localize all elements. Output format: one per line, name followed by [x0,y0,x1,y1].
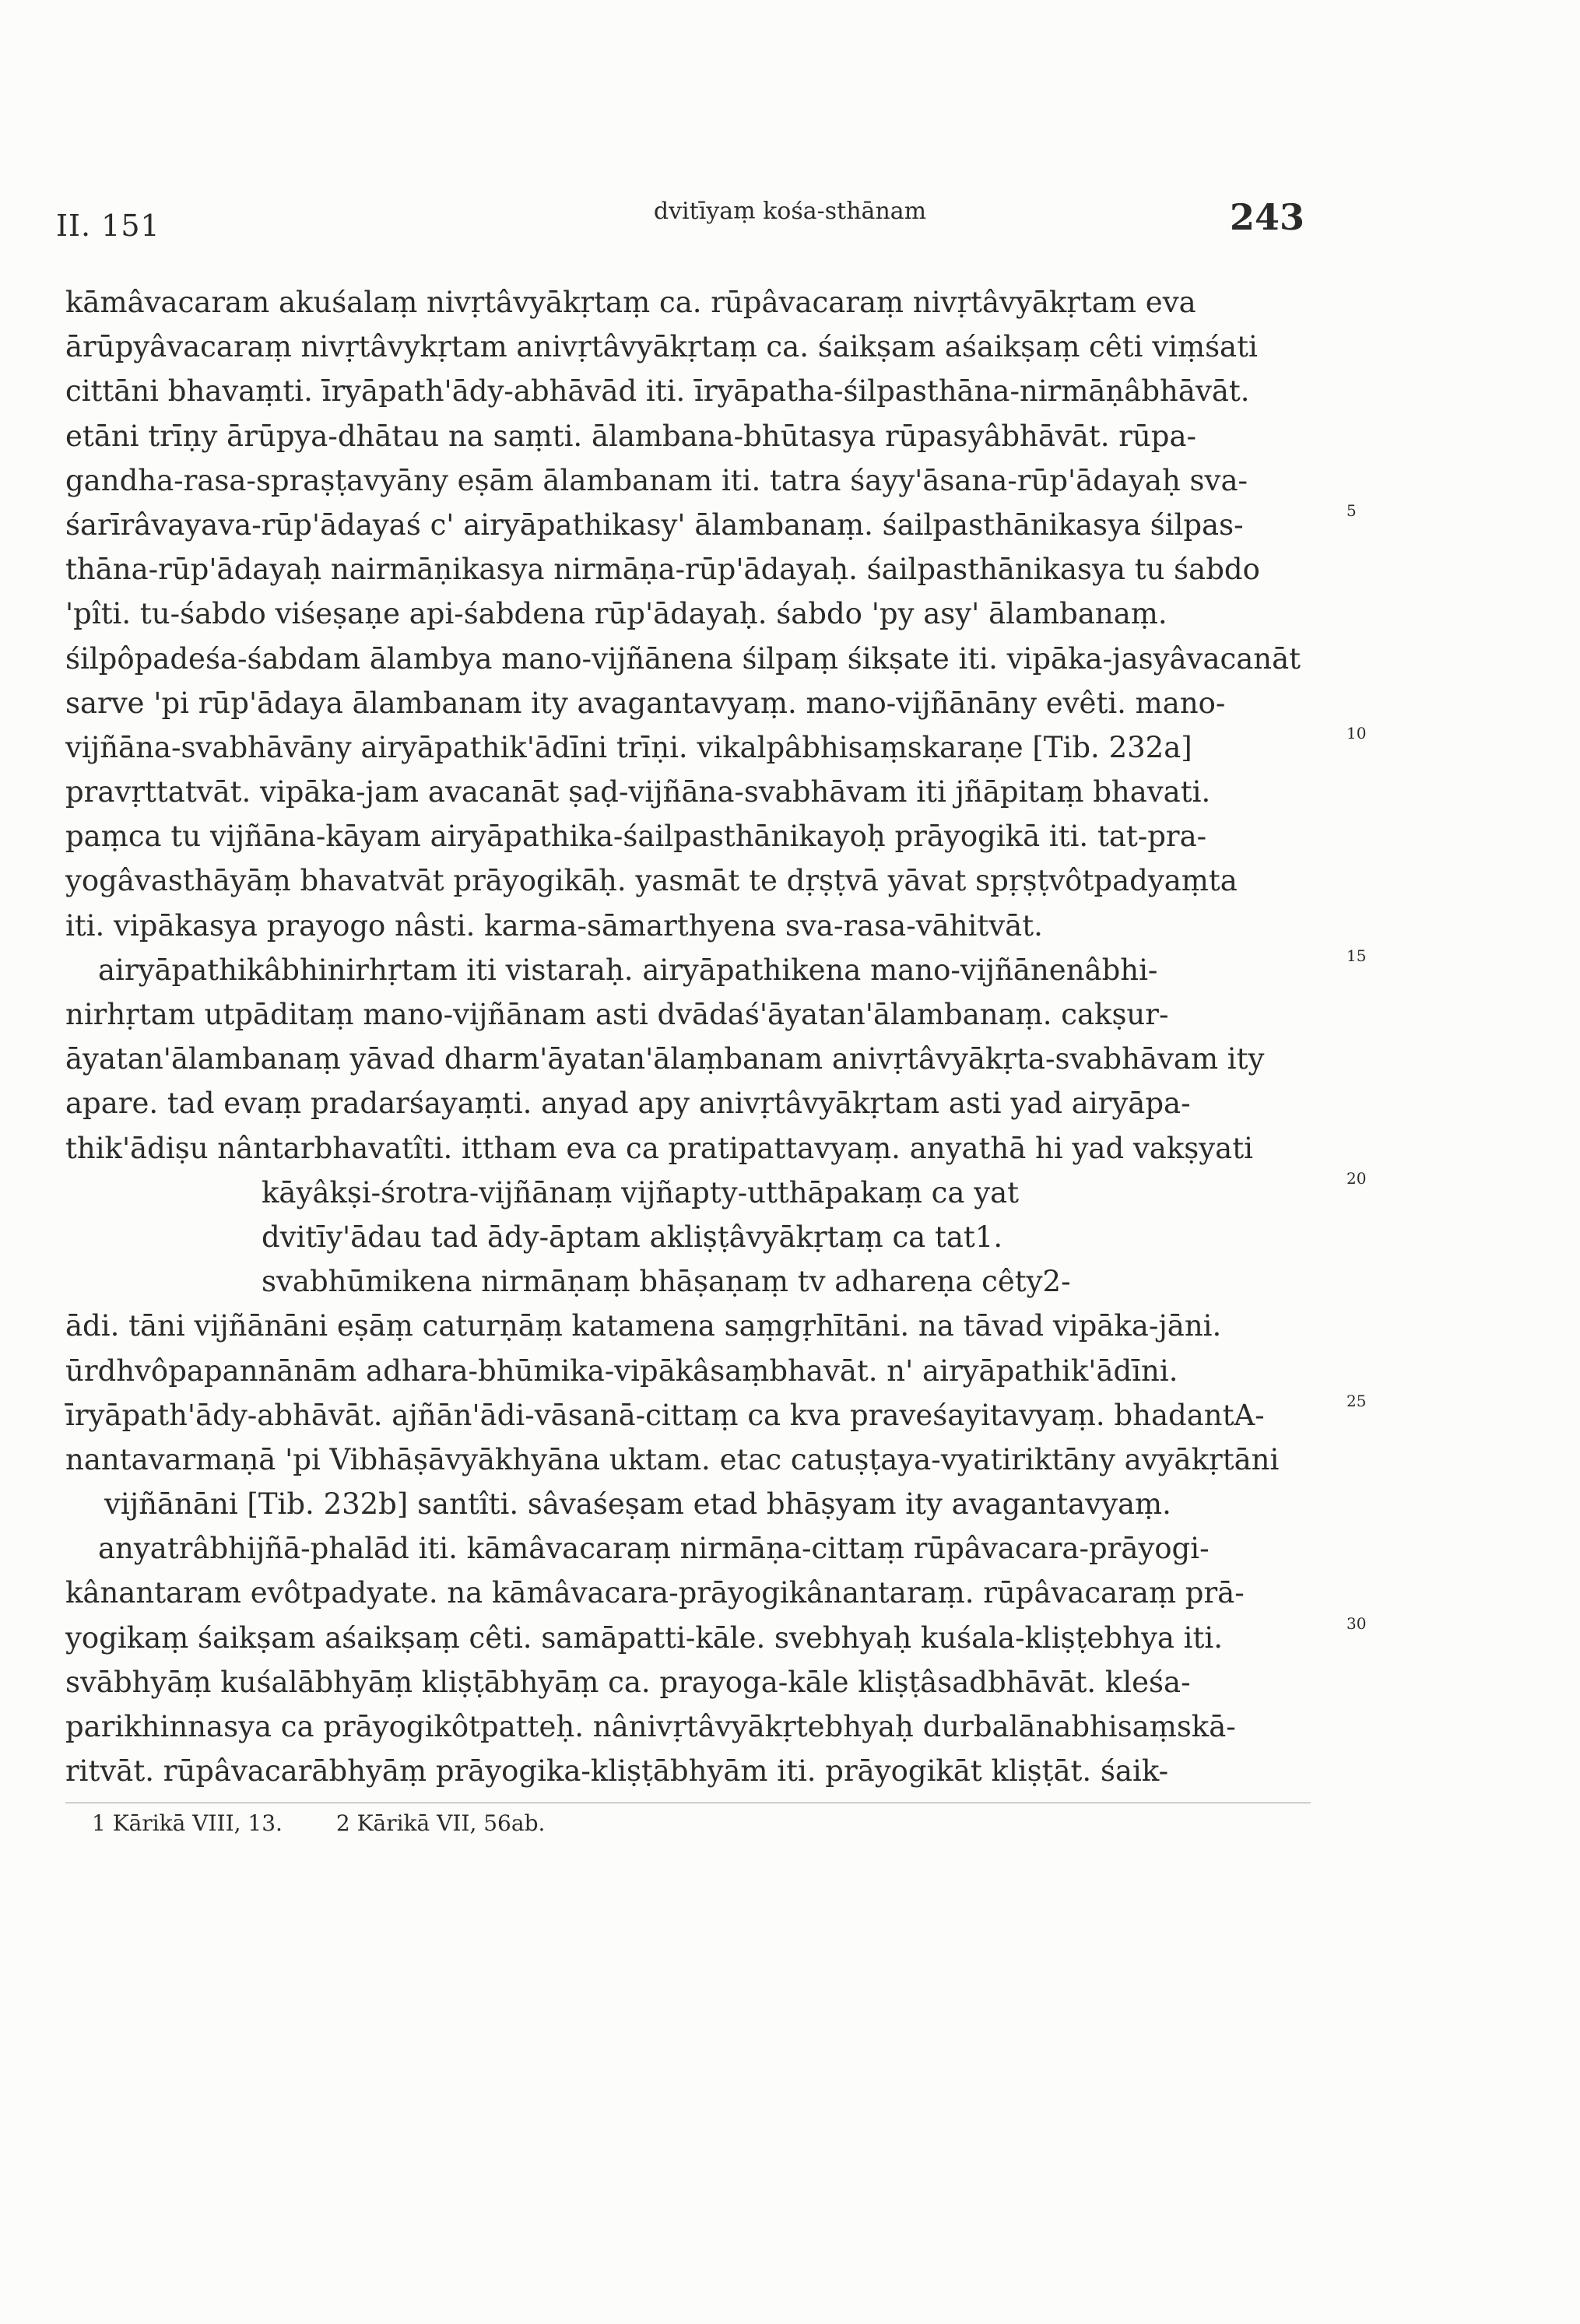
text-line: gandha-rasa-spraṣṭavyāny eṣām ālambanam iti. tatra śayy'āsana-rūp'ādayaḥ sva- [65,463,1248,497]
text-line: ārūpyâvacaraṃ nivṛtâvykṛtam anivṛtâvyākṛtaṃ ca. śaikṣam aśaikṣaṃ cêti viṃśati [65,330,1258,364]
line-number: 20 [1347,1169,1367,1188]
text-line: śarīrâvayava-rūp'ādayaś c' airyāpathikasy' ālambanaṃ. śailpasthānikasya śilpas- [65,507,1244,542]
text-line: pravṛttatvāt. vipāka-jam avacanāt ṣaḍ-vijñāna-svabhāvam iti jñāpitaṃ bhavati. [65,775,1211,809]
text-line: parikhinnasya ca prāyogikôtpatteḥ. nânivṛtâvyākṛtebhyaḥ durbalānabhisaṃskā- [65,1710,1236,1743]
footnote: 2 Kārikā VII, 56ab. [335,1810,546,1836]
text-line: āyatan'ālambanaṃ yāvad dharm'āyatan'ālaṃbanam anivṛtâvyākṛta-svabhāvam ity [65,1042,1265,1076]
verse-line: dvitīy'ādau tad ādy-āptam akliṣṭâvyākṛtaṃ ca tat1. [262,1220,1003,1254]
line-number: 30 [1347,1614,1367,1633]
text-line: thik'ādiṣu nântarbhavatîti. ittham eva ca pratipattavyaṃ. anyathā hi yad vakṣyati [65,1131,1253,1165]
text-line: nantavarmaṇā 'pi Vibhāṣāvyākhyāna uktam. etac catuṣṭaya-vyatiriktāny avyākṛtāni [65,1442,1280,1476]
line-number: 10 [1347,724,1367,742]
text-line: paṃca tu vijñāna-kāyam airyāpathika-śailpasthānikayoḥ prāyogikā iti. tat-pra- [65,820,1207,854]
footnote: 1 Kārikā VIII, 13. [92,1810,283,1836]
text-line: vijñānāni [Tib. 232b] santîti. sâvaśeṣam etad bhāṣyam ity avagantavyaṃ. [104,1487,1171,1522]
text-line: svābhyāṃ kuśalābhyāṃ kliṣṭābhyāṃ ca. prayoga-kāle kliṣṭâsadbhāvāt. kleśa- [65,1665,1191,1699]
verse-line: svabhūmikena nirmāṇaṃ bhāṣaṇaṃ tv adhareṇa cêty2- [262,1265,1071,1299]
text-line: sarve 'pi rūp'ādaya ālambanam ity avagantavyaṃ. mano-vijñānāny evêti. mano- [65,686,1226,720]
text-line: 'pîti. tu-śabdo viśeṣaṇe api-śabdena rūp'ādayaḥ. śabdo 'py asy' ālambanaṃ. [65,597,1167,631]
text-line: cittāni bhavaṃti. īryāpath'ādy-abhāvād iti. īryāpatha-śilpasthāna-nirmāṇâbhāvāt. [65,374,1250,409]
text-line: yogikaṃ śaikṣam aśaikṣaṃ cêti. samāpatti-kāle. svebhyaḥ kuśala-kliṣṭebhya iti. [65,1620,1223,1655]
page-header [0,193,1580,247]
running-title: dvitīyaṃ kośa-sthānam [653,198,927,225]
page-number: 243 [1230,196,1305,238]
text-line: etāni trīṇy ārūpya-dhātau na saṃti. ālambana-bhūtasya rūpasyâbhāvāt. rūpa- [65,419,1197,453]
text-line: airyāpathikâbhinirhṛtam iti vistaraḥ. airyāpathikena mano-vijñānenâbhi- [98,953,1158,987]
section-reference: II. 151 [56,209,160,243]
text-line: kânantaram evôtpadyate. na kāmâvacara-prāyogikânantaraṃ. rūpâvacaraṃ prā- [65,1576,1245,1610]
text-line: kāmâvacaram akuśalaṃ nivṛtâvyākṛtaṃ ca. rūpâvacaraṃ nivṛtâvyākṛtam eva [65,286,1196,319]
text-line: īryāpath'ādy-abhāvāt. ajñān'ādi-vāsanā-cittaṃ ca kva praveśayitavyaṃ. bhadantA- [65,1398,1265,1432]
text-line: apare. tad evaṃ pradarśayaṃti. anyad apy anivṛtâvyākṛtam asti yad airyāpa- [65,1087,1191,1121]
line-number: 25 [1347,1392,1367,1410]
main-text [65,280,1311,1793]
text-line: śilpôpadeśa-śabdam ālambya mano-vijñānena śilpaṃ śikṣate iti. vipāka-jasyâvacanāt [65,641,1301,676]
text-line: nirhṛtam utpāditaṃ mano-vijñānam asti dvādaś'āyatan'ālambanaṃ. cakṣur- [65,998,1169,1031]
text-line: thāna-rūp'ādayaḥ nairmāṇikasya nirmāṇa-rūp'ādayaḥ. śailpasthānikasya tu śabdo [65,553,1260,587]
line-number: 15 [1347,946,1367,965]
text-line: ritvāt. rūpâvacarābhyāṃ prāyogika-kliṣṭābhyām iti. prāyogikāt kliṣṭāt. śaik- [65,1754,1169,1789]
text-line: yogâvasthāyāṃ bhavatvāt prāyogikāḥ. yasmāt te dṛṣṭvā yāvat spṛṣṭvôtpadyaṃta [65,864,1238,898]
text-line: iti. vipākasya prayogo nâsti. karma-sāmarthyena sva-rasa-vāhitvāt. [65,908,1043,943]
line-number: 5 [1347,501,1357,520]
text-line: ūrdhvôpapannānām adhara-bhūmika-vipākâsaṃbhavāt. n' airyāpathik'ādīni. [65,1353,1178,1388]
verse-line: kāyâkṣi-śrotra-vijñānaṃ vijñapty-utthāpakaṃ ca yat [262,1175,1020,1209]
text-line: ādi. tāni vijñānāni eṣāṃ caturṇāṃ katamena saṃgṛhītāni. na tāvad vipāka-jāni. [65,1309,1222,1343]
text-line: vijñāna-svabhāvāny airyāpathik'ādīni trīṇi. vikalpâbhisaṃskaraṇe [Tib. 232a] [65,730,1192,764]
footnotes [92,1810,592,1836]
text-line: anyatrâbhijñā-phalād iti. kāmâvacaraṃ nirmāṇa-cittaṃ rūpâvacara-prāyogi- [98,1532,1210,1566]
